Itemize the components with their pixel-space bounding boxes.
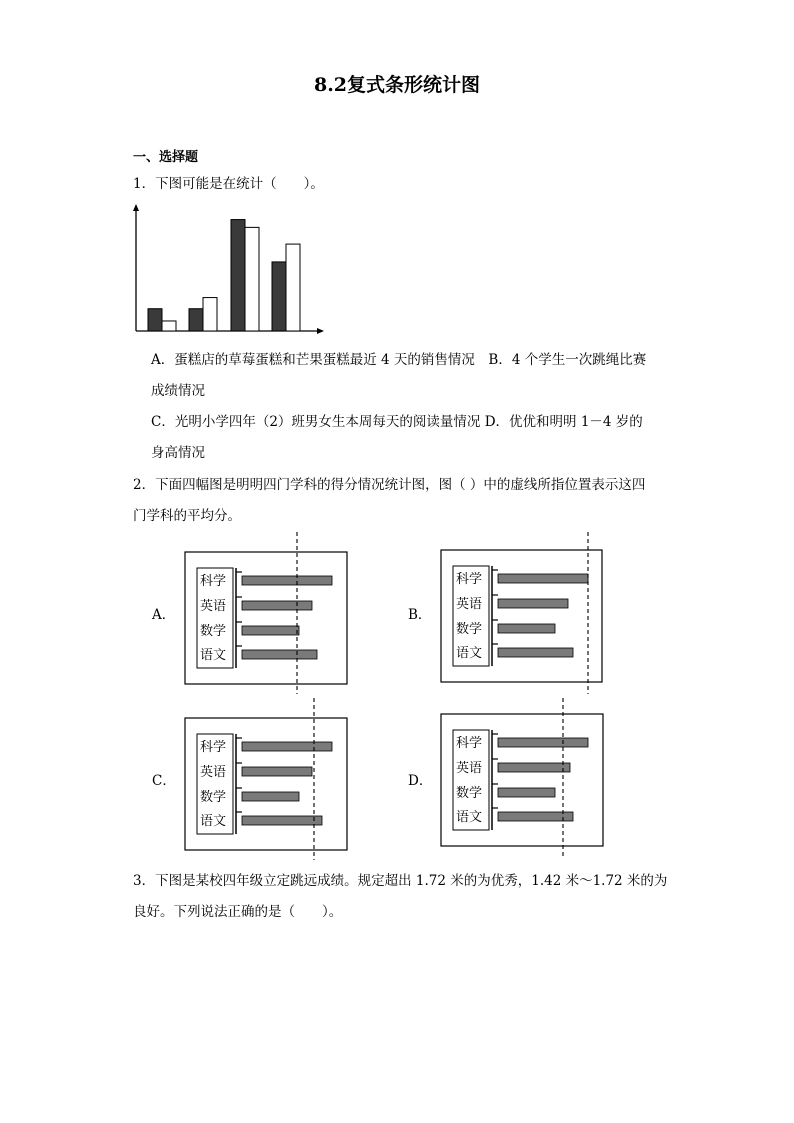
- q1-bar-s1-3: [231, 220, 245, 331]
- subject-label: 英语: [456, 597, 483, 612]
- subject-label: 科学: [456, 736, 483, 751]
- q1-bars: [148, 220, 300, 331]
- subject-bar: [498, 812, 573, 821]
- subject-label: 数学: [456, 622, 483, 637]
- y-axis-arrow: [133, 204, 139, 211]
- subject-label: 语文: [200, 814, 227, 829]
- subject-bar: [242, 650, 317, 659]
- subject-label: 科学: [456, 572, 483, 587]
- q1-option-b-cont: 成绩情况: [151, 383, 205, 399]
- subject-label: 数学: [200, 624, 227, 639]
- q3-stem-line1: 3．下图是某校四年级立定跳远成绩。规定超出 1.72 米的为优秀，1.42 米～1.72 米的为: [133, 873, 668, 889]
- section-heading: 一、选择题: [133, 150, 199, 165]
- q2-chart-d[interactable]: [436, 698, 608, 860]
- subject-bar: [498, 788, 555, 797]
- x-axis-arrow: [317, 328, 324, 334]
- q1-bar-s1-2: [189, 309, 203, 331]
- q2-chart-b[interactable]: [436, 532, 606, 694]
- q1-option-a-b[interactable]: A．蛋糕店的草莓蛋糕和芒果蛋糕最近 4 天的销售情况 B．4 个学生一次跳绳比赛: [151, 352, 647, 368]
- q2-option-d-label[interactable]: D．: [408, 773, 433, 789]
- q1-stem: 1．下图可能是在统计（ ）。: [133, 176, 324, 192]
- subject-label: 数学: [456, 786, 483, 801]
- subject-label: 科学: [200, 740, 227, 755]
- subject-bar: [242, 816, 322, 825]
- subject-label: 英语: [200, 599, 227, 614]
- subject-bar: [242, 792, 299, 801]
- subject-bar: [242, 626, 299, 635]
- subject-bar: [242, 576, 332, 585]
- subject-bar: [498, 624, 555, 633]
- subject-bar: [498, 574, 588, 583]
- subject-label: 数学: [200, 790, 227, 805]
- subject-bar: [498, 648, 573, 657]
- q1-bar-s1-1: [148, 309, 162, 331]
- q2-stem-line2: 门学科的平均分。: [133, 508, 241, 524]
- q1-bar-s1-4: [272, 262, 286, 331]
- subject-label: 语文: [456, 646, 483, 661]
- q2-option-a-label[interactable]: A．: [152, 607, 176, 623]
- q3-stem-line2: 良好。下列说法正确的是（ ）。: [133, 904, 343, 920]
- q2-option-b-label[interactable]: B．: [408, 607, 432, 623]
- subject-bar: [242, 601, 312, 610]
- q1-bar-chart: [128, 198, 333, 338]
- subject-label: 英语: [200, 765, 227, 780]
- subject-bar: [242, 767, 312, 776]
- page-title: 8.2复式条形统计图: [313, 74, 481, 96]
- q1-option-c-d[interactable]: C．光明小学四年（2）班男女生本周每天的阅读量情况 D．优优和明明 1－4 岁的: [151, 414, 643, 430]
- q2-stem-line1: 2．下面四幅图是明明四门学科的得分情况统计图，图（ ）中的虚线所指位置表示这四: [133, 477, 646, 493]
- subject-bar: [242, 742, 332, 751]
- q1-bar-s2-2: [203, 298, 217, 331]
- q2-chart-c[interactable]: [180, 698, 352, 860]
- subject-bar: [498, 763, 570, 772]
- subject-label: 语文: [456, 810, 483, 825]
- q1-bar-s2-3: [245, 227, 259, 331]
- subject-bar: [498, 738, 588, 747]
- q2-chart-a[interactable]: [180, 532, 352, 694]
- q1-option-d-cont: 身高情况: [151, 445, 205, 461]
- subject-label: 科学: [200, 574, 227, 589]
- subject-bar: [498, 599, 568, 608]
- q1-bar-s2-4: [286, 244, 300, 331]
- q1-bar-s2-1: [162, 321, 176, 331]
- subject-label: 英语: [456, 761, 483, 776]
- q2-option-c-label[interactable]: C．: [152, 773, 176, 789]
- subject-label: 语文: [200, 648, 227, 663]
